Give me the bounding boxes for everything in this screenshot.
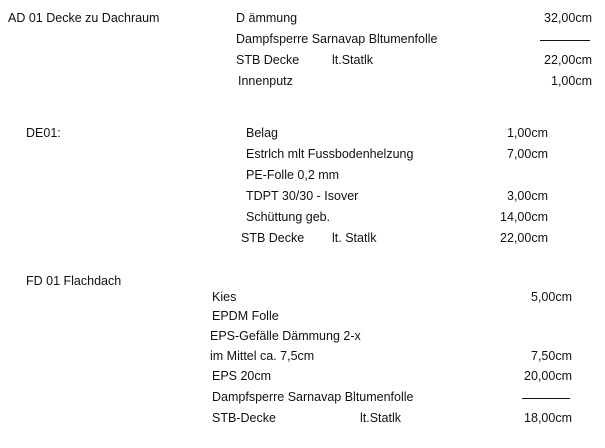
- layer-value: 5,00cm: [531, 290, 572, 304]
- layer-name: STB-Decke: [212, 411, 276, 425]
- layer-name: Schüttung geb.: [246, 210, 331, 224]
- layer-value: 7,00cm: [507, 147, 548, 161]
- layer-note: lt. Statlk: [332, 231, 377, 245]
- layer-value: 14,00cm: [500, 210, 548, 224]
- value-dash: [540, 40, 590, 41]
- layer-value: 18,00cm: [524, 411, 572, 425]
- layer-value: 7,50cm: [531, 349, 572, 363]
- layer-name: Dampfsperre Sarnavap Bltumenfolle: [236, 32, 438, 46]
- layer-name: Estrlch mlt Fussbodenhelzung: [246, 147, 414, 161]
- layer-name: Dampfsperre Sarnavap Bltumenfolle: [212, 390, 414, 404]
- section-title: DE01:: [26, 126, 61, 140]
- layer-name: Belag: [246, 126, 278, 140]
- layer-name: PE-Folle 0,2 mm: [246, 168, 340, 182]
- layer-value: 3,00cm: [507, 189, 548, 203]
- layer-note: lt.Statlk: [332, 53, 373, 67]
- layer-value: 22,00cm: [500, 231, 548, 245]
- layer-name: EPS 20cm: [212, 369, 272, 383]
- value-dash: [522, 398, 570, 399]
- layer-value: 32,00cm: [544, 11, 592, 25]
- layer-name: im Mittel ca. 7,5cm: [210, 349, 315, 363]
- layer-value: 20,00cm: [524, 369, 572, 383]
- section-title: AD 01 Decke zu Dachraum: [8, 11, 160, 25]
- layer-value: 1,00cm: [551, 74, 592, 88]
- layer-name: TDPT 30/30 - Isover: [246, 189, 359, 203]
- layer-value: 1,00cm: [507, 126, 548, 140]
- section-title: FD 01 Flachdach: [26, 274, 122, 288]
- layer-value: 22,00cm: [544, 53, 592, 67]
- layer-note: lt.Statlk: [360, 411, 401, 425]
- layer-name: STB Decke: [236, 53, 300, 67]
- layer-name: STB Decke: [241, 231, 305, 245]
- layer-name: Kies: [212, 290, 237, 304]
- layer-name: EPS-Gefälle Dämmung 2-x: [210, 329, 361, 343]
- layer-name: D ämmung: [236, 11, 298, 25]
- layer-name: EPDM Folle: [212, 309, 279, 323]
- layer-name: Innenputz: [238, 74, 293, 88]
